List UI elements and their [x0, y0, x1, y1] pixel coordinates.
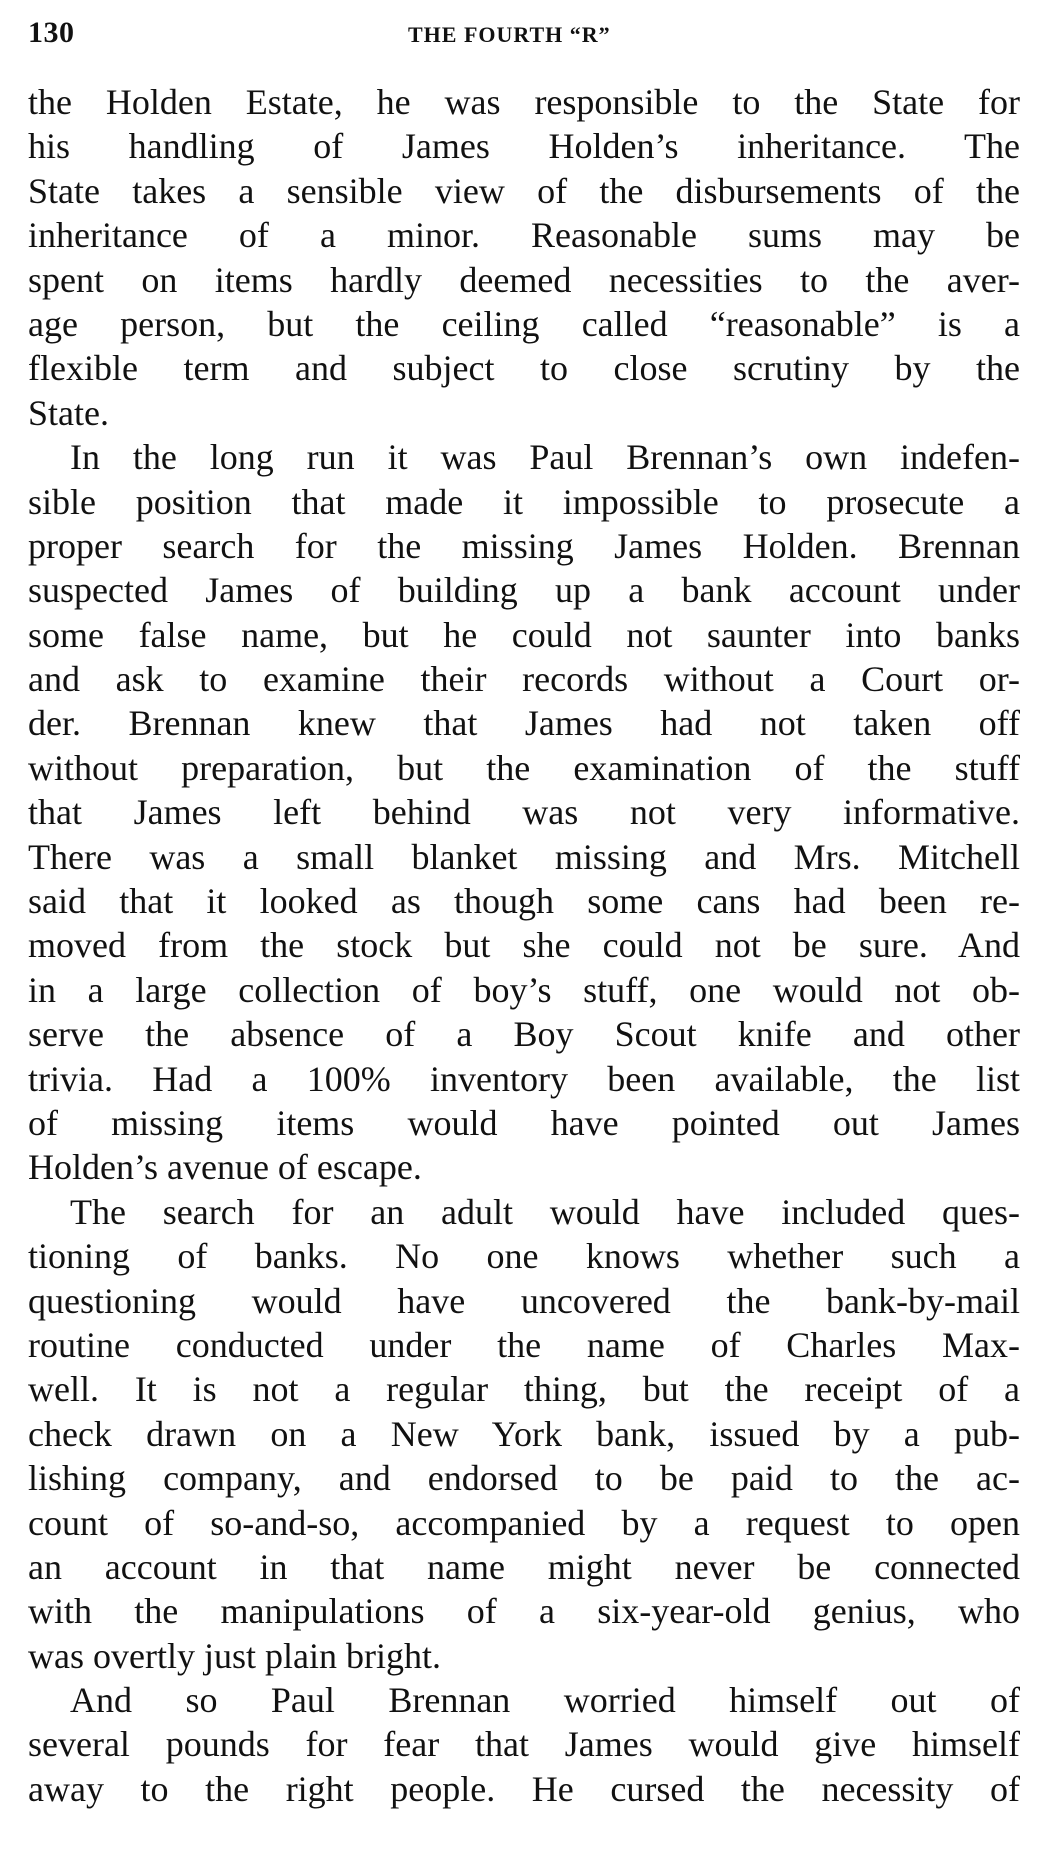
- text-line: his handling of James Holden’s inheritance. The: [28, 126, 1020, 167]
- text-line: tioning of banks. No one knows whether such a: [28, 1236, 1020, 1277]
- text-line: away to the right people. He cursed the necessity of: [28, 1768, 1020, 1809]
- text-line: flexible term and subject to close scrutiny by the: [28, 348, 1020, 389]
- text-line: proper search for the missing James Holden. Brennan: [28, 525, 1020, 566]
- text-line: der. Brennan knew that James had not taken off: [28, 703, 1020, 744]
- text-line: routine conducted under the name of Charles Max-: [28, 1324, 1020, 1365]
- text-line: There was a small blanket missing and Mrs. Mitchell: [28, 836, 1020, 877]
- paragraph-start: In the long run it was Paul Brennan’s own indefen-: [70, 437, 1020, 478]
- text-line: trivia. Had a 100% inventory been available, the list: [28, 1058, 1020, 1099]
- text-line: State.: [28, 392, 109, 433]
- running-head: THE FOURTH “R”: [408, 22, 611, 47]
- paragraph-start: The search for an adult would have included ques-: [70, 1191, 1020, 1232]
- text-line: lishing company, and endorsed to be paid to the ac-: [28, 1458, 1020, 1499]
- text-line: spent on items hardly deemed necessities to the aver-: [28, 259, 1020, 300]
- text-line: some false name, but he could not saunter into banks: [28, 614, 1020, 655]
- text-line: was overtly just plain bright.: [28, 1635, 441, 1676]
- text-line: serve the absence of a Boy Scout knife and other: [28, 1014, 1020, 1055]
- text-line: in a large collection of boy’s stuff, one would not ob-: [28, 969, 1020, 1010]
- text-line: and ask to examine their records without a Court or-: [28, 659, 1020, 700]
- text-line: count of so-and-so, accompanied by a request to open: [28, 1502, 1020, 1543]
- text-line: age person, but the ceiling called “reasonable” is a: [28, 303, 1020, 344]
- page-header: [28, 12, 1028, 60]
- text-line: that James left behind was not very informative.: [28, 792, 1020, 833]
- text-line: moved from the stock but she could not be sure. And: [28, 925, 1020, 966]
- text-line: well. It is not a regular thing, but the receipt of a: [28, 1369, 1020, 1410]
- text-line: sible position that made it impossible to prosecute a: [28, 481, 1020, 522]
- text-line: the Holden Estate, he was responsible to the State for: [28, 82, 1020, 122]
- text-line: State takes a sensible view of the disbursements of the: [28, 170, 1020, 211]
- text-line: said that it looked as though some cans had been re-: [28, 881, 1020, 922]
- text-line: inheritance of a minor. Reasonable sums may be: [28, 215, 1020, 256]
- text-line: of missing items would have pointed out James: [28, 1102, 1020, 1143]
- text-line: check drawn on a New York bank, issued by a pub-: [28, 1413, 1020, 1454]
- text-line: suspected James of building up a bank account under: [28, 570, 1020, 611]
- text-line: several pounds for fear that James would give himself: [28, 1724, 1020, 1765]
- body-text: [28, 80, 1020, 1811]
- paragraph-start: And so Paul Brennan worried himself out of: [70, 1680, 1020, 1721]
- text-line: Holden’s avenue of escape.: [28, 1147, 422, 1188]
- text-line: without preparation, but the examination of the stuff: [28, 747, 1020, 788]
- text-line: with the manipulations of a six-year-old genius, who: [28, 1591, 1020, 1632]
- text-line: an account in that name might never be connected: [28, 1546, 1020, 1587]
- text-line: questioning would have uncovered the bank-by-mail: [28, 1280, 1020, 1321]
- page-number: 130: [28, 16, 75, 49]
